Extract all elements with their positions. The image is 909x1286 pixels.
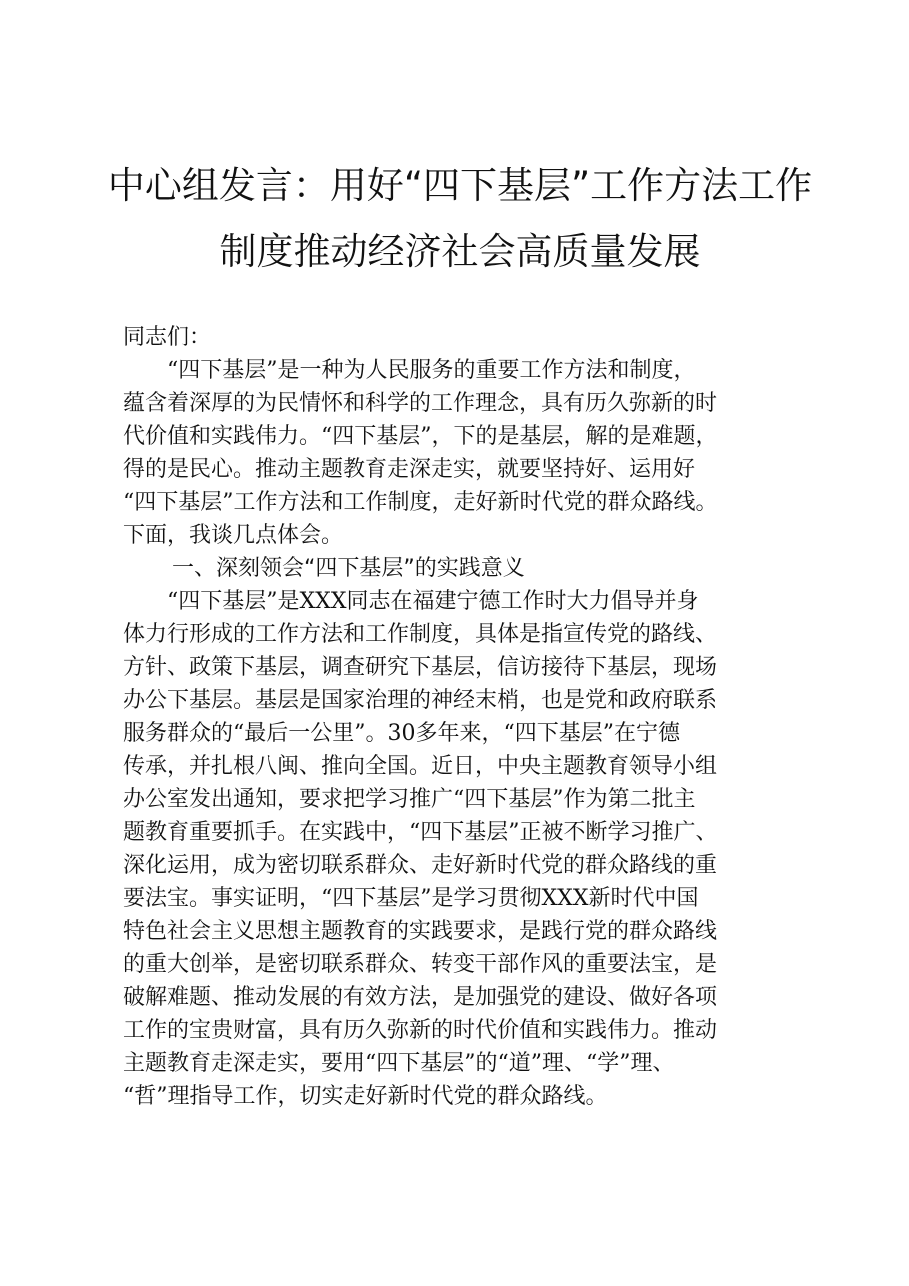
section-1-line: 破解难题、推动发展的有效方法，是加强党的建设、做好各项 — [123, 985, 718, 1010]
section-1-line: “四下基层”是XXX同志在福建宁德工作时大力倡导并身 — [123, 589, 699, 614]
section-1-line: 主题教育走深走实，要用“四下基层”的“道”理、“学”理、 — [123, 1051, 675, 1076]
section-1-line: 的重大创举，是密切联系群众、转变干部作风的重要法宝，是 — [123, 952, 718, 977]
section-1-line: 特色社会主义思想主题教育的实践要求，是践行党的群众路线 — [123, 919, 718, 944]
section-1-line: 深化运用，成为密切联系群众、走好新时代党的群众路线的重 — [123, 853, 718, 878]
section-1-line: 办公室发出通知，要求把学习推广“四下基层”作为第二批主 — [123, 787, 696, 812]
intro-line: 代价值和实践伟力。“四下基层”，下的是基层，解的是难题， — [123, 424, 718, 449]
section-1-heading: 一、深刻领会“四下基层”的实践意义 — [172, 556, 525, 581]
intro-line: 蕴含着深厚的为民情怀和科学的工作理念，具有历久弥新的时 — [123, 391, 718, 416]
section-1-line: “哲”理指导工作，切实走好新时代党的群众路线。 — [123, 1084, 608, 1109]
section-1-line: 工作的宝贵财富，具有历久弥新的时代价值和实践伟力。推动 — [123, 1018, 718, 1043]
intro-line: 下面，我谈几点体会。 — [123, 523, 344, 548]
section-1-line: 要法宝。事实证明，“四下基层”是学习贯彻XXX新时代中国 — [123, 886, 699, 911]
intro-line: “四下基层”是一种为人民服务的重要工作方法和制度， — [123, 358, 696, 383]
salutation: 同志们： — [123, 325, 212, 350]
section-1-line: 服务群众的“最后一公里”。30多年来，“四下基层”在宁德 — [123, 721, 680, 746]
intro-line: “四下基层”工作方法和工作制度，走好新时代党的群众路线。 — [123, 490, 718, 515]
section-1-line: 办公下基层。基层是国家治理的神经末梢，也是党和政府联系 — [123, 688, 718, 713]
section-1-line: 体力行形成的工作方法和工作制度，具体是指宣传党的路线、 — [123, 622, 718, 647]
intro-line: 得的是民心。推动主题教育走深走实，就要坚持好、运用好 — [123, 457, 696, 482]
section-1-line: 传承，并扎根八闽、推向全国。近日，中央主题教育领导小组 — [123, 754, 718, 779]
document-title-line-2: 制度推动经济社会高质量发展 — [219, 230, 701, 273]
document-title-line-1: 中心组发言：用好“四下基层”工作方法工作 — [107, 164, 813, 207]
section-1-line: 方针、政策下基层，调查研究下基层，信访接待下基层，现场 — [123, 655, 718, 680]
section-1-line: 题教育重要抓手。在实践中，“四下基层”正被不断学习推广、 — [123, 820, 718, 845]
